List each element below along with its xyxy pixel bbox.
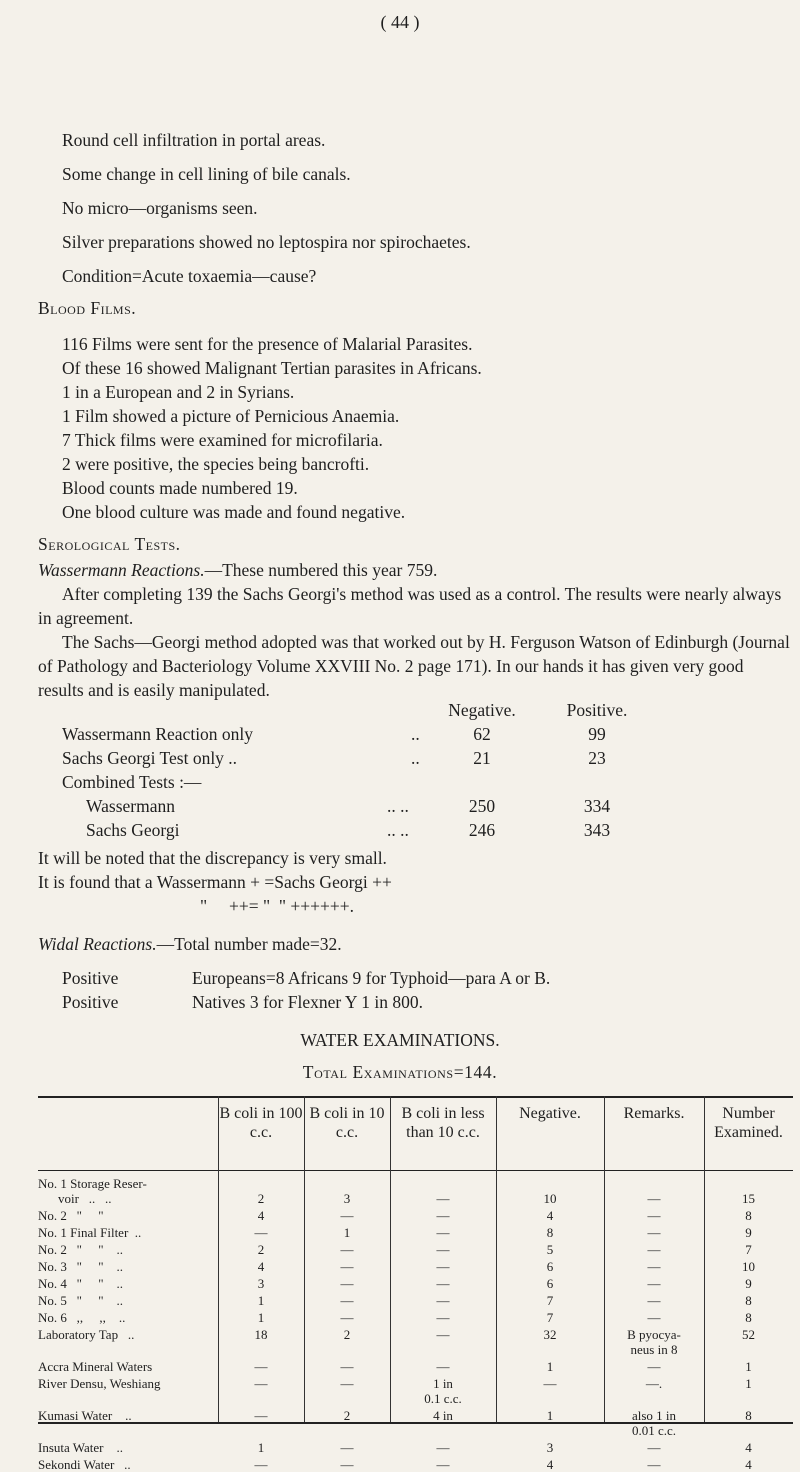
header-negative: Negative. bbox=[519, 1105, 581, 1122]
serology-row-label: Sachs Georgi Test only .. bbox=[62, 748, 238, 768]
value-remarks: —. bbox=[645, 1376, 663, 1391]
water-source-label-cont: voir .. .. bbox=[58, 1191, 112, 1206]
column-negative: Negative. bbox=[448, 700, 516, 720]
value-number-examined: 9 bbox=[745, 1276, 752, 1291]
water-source-label: No. 1 Final Filter .. bbox=[38, 1225, 142, 1240]
water-source-label: Kumasi Water .. bbox=[38, 1408, 132, 1423]
serology-row bbox=[62, 724, 662, 748]
water-source-label: River Densu, Weshiang bbox=[38, 1376, 161, 1391]
leader-dots: .. bbox=[411, 724, 420, 744]
value-b-coli-10: — bbox=[340, 1376, 354, 1391]
widal-paragraph bbox=[38, 932, 342, 956]
water-source-label: No. 4 " " .. bbox=[38, 1276, 124, 1291]
widal-text: —Total number made=32. bbox=[156, 934, 342, 954]
value-b-coli-10: — bbox=[340, 1276, 354, 1291]
value-b-coli-less: — bbox=[436, 1242, 450, 1257]
value-negative: 3 bbox=[546, 1440, 554, 1455]
value-b-coli-less: — bbox=[436, 1359, 450, 1374]
value-b-coli-100: 1 bbox=[257, 1310, 265, 1325]
widal-positive-text: Natives 3 for Flexner Y 1 in 800. bbox=[192, 992, 424, 1012]
serology-row-label: Sachs Georgi bbox=[86, 820, 180, 840]
serology-row bbox=[62, 748, 662, 772]
value-negative: 5 bbox=[546, 1242, 554, 1257]
blood-film-line: 116 Films were sent for the presence of Malarial Parasites. bbox=[62, 334, 473, 354]
value-b-coli-100: — bbox=[254, 1457, 268, 1472]
water-source-label: No. 1 Storage Reser- bbox=[38, 1176, 147, 1191]
page-number: ( 44 ) bbox=[380, 12, 420, 32]
value-b-coli-10: — bbox=[340, 1208, 354, 1223]
discrepancy-note: It will be noted that the discrepancy is very small. bbox=[38, 848, 387, 868]
value-number-examined: 8 bbox=[745, 1293, 752, 1308]
value-remarks: — bbox=[647, 1276, 661, 1291]
value-number-examined: 9 bbox=[745, 1225, 752, 1240]
value-negative: 7 bbox=[546, 1310, 554, 1325]
serology-positive-value: 334 bbox=[583, 796, 611, 816]
water-source-label: No. 3 " " .. bbox=[38, 1259, 124, 1274]
value-remarks: — bbox=[647, 1225, 661, 1240]
blood-film-line: 2 were positive, the species being bancrofti. bbox=[62, 454, 370, 474]
serology-positive-value: 23 bbox=[588, 748, 606, 768]
value-b-coli-less: 1 in bbox=[433, 1376, 453, 1391]
value-number-examined: 15 bbox=[742, 1191, 755, 1206]
value-remarks: — bbox=[647, 1191, 661, 1206]
value-remarks: — bbox=[647, 1457, 661, 1472]
value-b-coli-100: 18 bbox=[254, 1327, 268, 1342]
value-number-examined: 4 bbox=[745, 1457, 752, 1472]
value-b-coli-less: — bbox=[436, 1259, 450, 1274]
serology-row-label: Combined Tests :— bbox=[62, 772, 202, 792]
water-examinations-title: WATER EXAMINATIONS. bbox=[300, 1030, 500, 1050]
water-source-label: No. 2 " " .. bbox=[38, 1242, 124, 1257]
serology-table-header bbox=[62, 700, 662, 724]
leader-dots: .. bbox=[411, 748, 420, 768]
value-negative: 10 bbox=[543, 1191, 557, 1206]
wassermann-title: Wassermann Reactions. bbox=[38, 560, 205, 580]
water-source-label: No. 6 ,, ,, .. bbox=[38, 1310, 126, 1325]
value-number-examined: 52 bbox=[742, 1327, 755, 1342]
blood-film-line: 1 in a European and 2 in Syrians. bbox=[62, 382, 295, 402]
value-number-examined: 7 bbox=[745, 1242, 752, 1257]
value-negative: 1 bbox=[546, 1408, 554, 1423]
serology-negative-value: 62 bbox=[473, 724, 491, 744]
value-b-coli-10: — bbox=[340, 1293, 354, 1308]
value-b-coli-less: — bbox=[436, 1225, 450, 1240]
value-negative: 1 bbox=[546, 1359, 554, 1374]
serology-positive-value: 343 bbox=[583, 820, 611, 840]
column-positive: Positive. bbox=[566, 700, 628, 720]
wassermann-text: —These numbered this year 759. bbox=[204, 560, 438, 580]
finding-line: Some change in cell lining of bile canals. bbox=[62, 164, 351, 184]
value-b-coli-less: — bbox=[436, 1440, 450, 1455]
water-source-label: No. 5 " " .. bbox=[38, 1293, 124, 1308]
value-b-coli-less: — bbox=[436, 1293, 450, 1308]
finding-line: No micro—organisms seen. bbox=[62, 198, 258, 218]
value-negative: 8 bbox=[546, 1225, 554, 1240]
value-number-examined: 10 bbox=[742, 1259, 755, 1274]
water-table bbox=[38, 1096, 793, 1472]
blood-film-line: Of these 16 showed Malignant Tertian parasites in Africans. bbox=[62, 358, 482, 378]
value-b-coli-100: — bbox=[254, 1376, 268, 1391]
value-b-coli-10: — bbox=[340, 1359, 354, 1374]
value-b-coli-10: — bbox=[340, 1440, 354, 1455]
value-remarks: — bbox=[647, 1259, 661, 1274]
value-remarks: — bbox=[647, 1242, 661, 1257]
blood-film-line: 7 Thick films were examined for microfilaria. bbox=[62, 430, 383, 450]
widal-positive-label: Positive bbox=[62, 968, 119, 988]
serology-row-label: Wassermann bbox=[86, 796, 175, 816]
value-number-examined: 1 bbox=[745, 1376, 752, 1391]
blood-film-line: 1 Film showed a picture of Pernicious Anaemia. bbox=[62, 406, 400, 426]
section-heading-serological: Serological Tests. bbox=[38, 534, 181, 554]
widal-title: Widal Reactions. bbox=[38, 934, 157, 954]
value-b-coli-100: 4 bbox=[257, 1208, 265, 1223]
table-rule bbox=[38, 1096, 793, 1098]
section-heading-blood-films: Blood Films. bbox=[38, 298, 137, 318]
value-b-coli-10: 1 bbox=[343, 1225, 351, 1240]
value-negative: 4 bbox=[546, 1208, 554, 1223]
water-source-label: Laboratory Tap .. bbox=[38, 1327, 135, 1342]
serology-negative-value: 21 bbox=[473, 748, 491, 768]
serology-row-label: Wassermann Reaction only bbox=[62, 724, 254, 744]
value-number-examined: 8 bbox=[745, 1408, 752, 1423]
water-source-label: No. 2 " " bbox=[38, 1208, 104, 1223]
value-remarks-cont: 0.01 c.c. bbox=[631, 1423, 677, 1438]
water-source-label: Insuta Water .. bbox=[38, 1440, 123, 1455]
serology-negative-value: 250 bbox=[468, 796, 496, 816]
sachs-paragraph-2: The Sachs—Georgi method adopted was that worked out by H. Ferguson Watson of Edinburgh (Journal of Pathology and Bacteriology Volume XXVIII No. 2 page 171). In our hands it has given very good results and is easily manipulated. bbox=[38, 632, 790, 700]
value-b-coli-100: — bbox=[254, 1408, 268, 1423]
value-b-coli-less: — bbox=[436, 1327, 450, 1342]
value-remarks: — bbox=[647, 1359, 661, 1374]
sachs-paragraph-1: After completing 139 the Sachs Georgi's method was used as a control. The results were nearly always in agreement. bbox=[38, 584, 782, 628]
value-b-coli-100: 1 bbox=[257, 1440, 265, 1455]
value-b-coli-100: — bbox=[254, 1359, 268, 1374]
value-b-coli-10: 3 bbox=[343, 1191, 351, 1206]
header-b-coli-less: B coli in less than 10 c.c. bbox=[401, 1105, 485, 1141]
value-b-coli-10: — bbox=[340, 1242, 354, 1257]
value-b-coli-10: 2 bbox=[343, 1408, 351, 1423]
value-b-coli-less: — bbox=[436, 1457, 450, 1472]
value-b-coli-less: — bbox=[436, 1191, 450, 1206]
value-negative: 6 bbox=[546, 1259, 554, 1274]
widal-positive-text: Europeans=8 Africans 9 for Typhoid—para A or B. bbox=[192, 968, 551, 988]
value-b-coli-10: — bbox=[340, 1457, 354, 1472]
water-source-label: Accra Mineral Waters bbox=[38, 1359, 153, 1374]
value-remarks: also 1 in bbox=[631, 1408, 677, 1423]
blood-film-line: Blood counts made numbered 19. bbox=[62, 478, 298, 498]
wassermann-paragraph bbox=[38, 558, 437, 582]
value-negative: 4 bbox=[546, 1457, 554, 1472]
value-negative: — bbox=[543, 1376, 557, 1391]
serology-negative-value: 246 bbox=[468, 820, 496, 840]
value-b-coli-10: 2 bbox=[343, 1327, 351, 1342]
finding-line: Silver preparations showed no leptospira nor spirochaetes. bbox=[62, 232, 471, 252]
blood-film-line: One blood culture was made and found negative. bbox=[62, 502, 406, 522]
serology-row bbox=[62, 772, 662, 796]
value-number-examined: 8 bbox=[745, 1208, 752, 1223]
value-b-coli-10: — bbox=[340, 1310, 354, 1325]
value-number-examined: 1 bbox=[745, 1359, 752, 1374]
equivalence-note: It is found that a Wassermann + =Sachs Georgi ++ bbox=[38, 872, 392, 892]
header-b-coli-100: B coli in 100 c.c. bbox=[219, 1105, 303, 1141]
widal-positive-label: Positive bbox=[62, 992, 119, 1012]
value-b-coli-100: 1 bbox=[257, 1293, 265, 1308]
value-b-coli-less: 4 in bbox=[433, 1408, 453, 1423]
table-rule bbox=[38, 1170, 793, 1171]
water-source-label: Sekondi Water .. bbox=[38, 1457, 131, 1472]
leader-dots: .. .. bbox=[387, 796, 409, 816]
serology-positive-value: 99 bbox=[588, 724, 606, 744]
value-number-examined: 8 bbox=[745, 1310, 752, 1325]
value-remarks-cont: neus in 8 bbox=[630, 1342, 678, 1357]
value-b-coli-less: — bbox=[436, 1276, 450, 1291]
value-remarks: — bbox=[647, 1440, 661, 1455]
value-remarks: — bbox=[647, 1310, 661, 1325]
value-number-examined: 4 bbox=[745, 1440, 752, 1455]
header-number-examined: Number Examined. bbox=[714, 1105, 783, 1141]
value-b-coli-less: — bbox=[436, 1310, 450, 1325]
value-b-coli-less: — bbox=[436, 1208, 450, 1223]
serology-row bbox=[62, 796, 662, 820]
serology-row bbox=[62, 820, 662, 844]
value-negative: 32 bbox=[543, 1327, 557, 1342]
value-b-coli-100: — bbox=[254, 1225, 268, 1240]
value-b-coli-100: 4 bbox=[257, 1259, 265, 1274]
water-total: Total Examinations=144. bbox=[302, 1062, 498, 1082]
value-remarks: B pyocya- bbox=[627, 1327, 681, 1342]
leader-dots: .. .. bbox=[387, 820, 409, 840]
equivalence-note-2: " ++= " " ++++++. bbox=[200, 896, 355, 916]
value-remarks: — bbox=[647, 1293, 661, 1308]
value-negative: 7 bbox=[546, 1293, 554, 1308]
value-b-coli-less-cont: 0.1 c.c. bbox=[424, 1391, 462, 1406]
value-b-coli-100: 2 bbox=[257, 1191, 265, 1206]
finding-line: Condition=Acute toxaemia—cause? bbox=[62, 266, 317, 286]
finding-line: Round cell infiltration in portal areas. bbox=[62, 130, 326, 150]
value-negative: 6 bbox=[546, 1276, 554, 1291]
value-remarks: — bbox=[647, 1208, 661, 1223]
header-remarks: Remarks. bbox=[623, 1105, 685, 1122]
value-b-coli-10: — bbox=[340, 1259, 354, 1274]
value-b-coli-100: 2 bbox=[257, 1242, 265, 1257]
header-b-coli-10: B coli in 10 c.c. bbox=[309, 1105, 385, 1141]
value-b-coli-100: 3 bbox=[257, 1276, 265, 1291]
